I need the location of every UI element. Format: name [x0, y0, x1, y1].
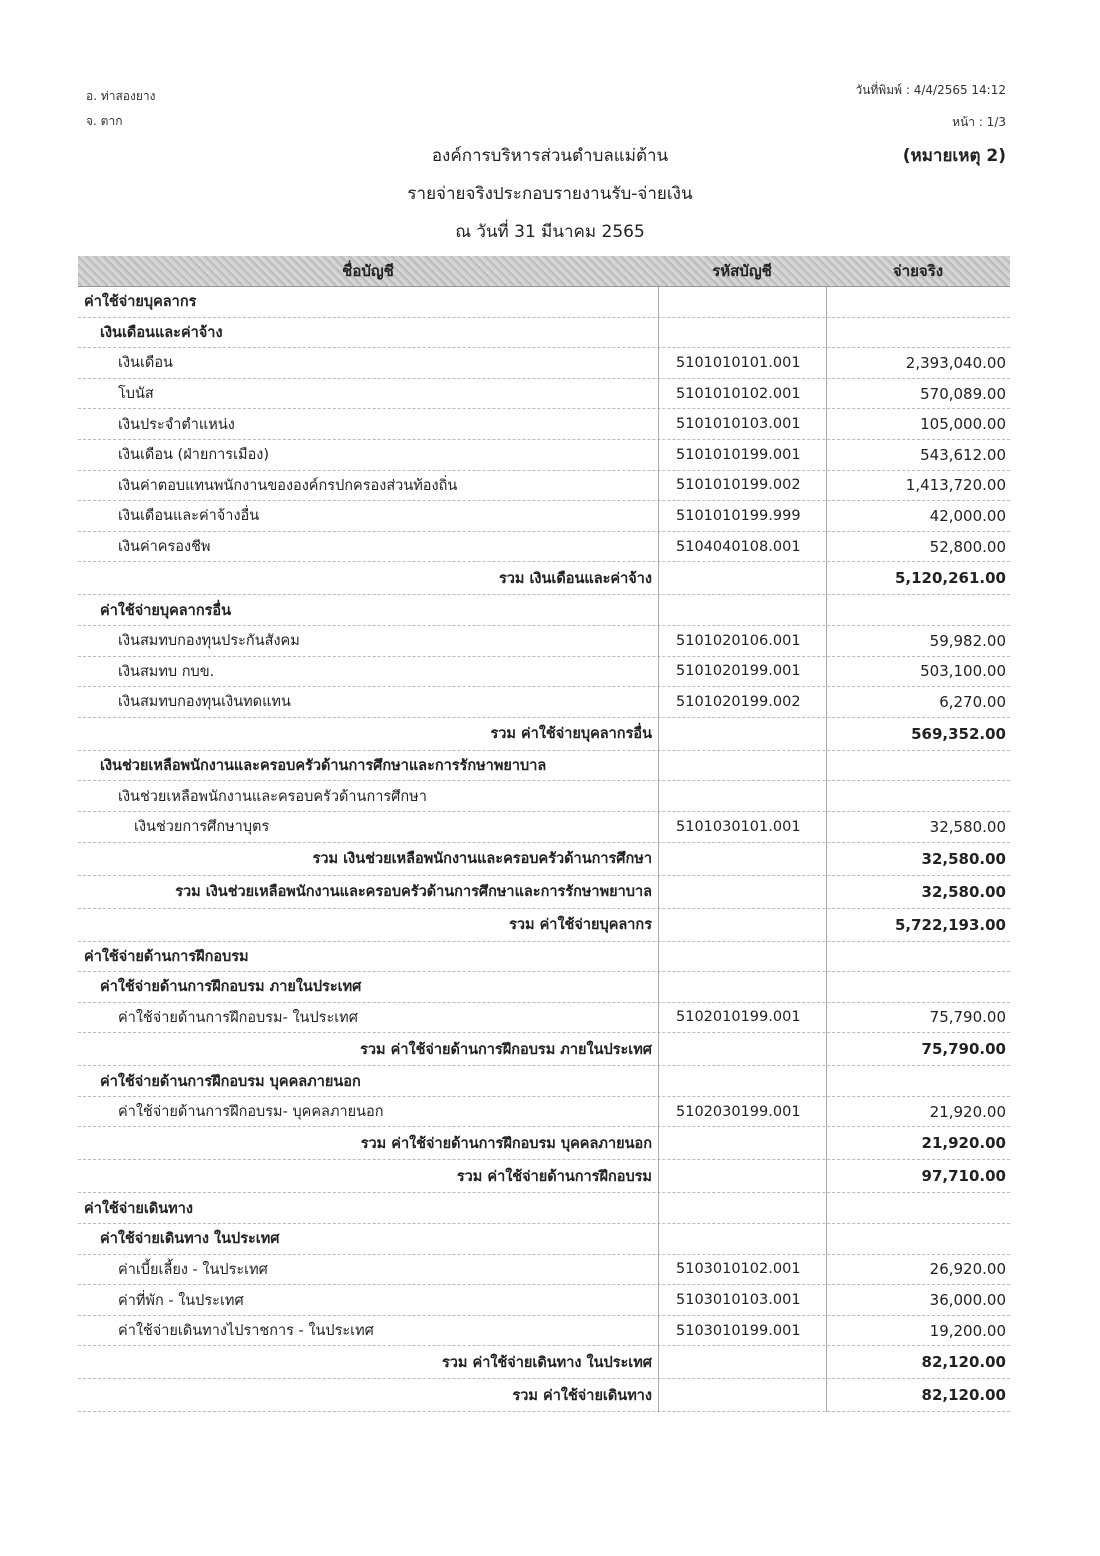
- account-name-cell: เงินค่าครองชีพ: [118, 539, 211, 556]
- account-code-cell: 5101010199.002: [676, 477, 801, 494]
- subtotal-row: [78, 718, 1010, 751]
- subtotal-row: [78, 843, 1010, 876]
- account-name-cell: ค่าใช้จ่ายด้านการฝึกอบรม- ในประเทศ: [118, 1009, 358, 1026]
- amount-cell: 569,352.00: [911, 724, 1006, 743]
- amount-cell: 36,000.00: [929, 1291, 1006, 1310]
- account-name-cell: เงินช่วยการศึกษาบุตร: [134, 819, 270, 836]
- account-code-cell: 5103010103.001: [676, 1292, 801, 1309]
- table-row: [78, 409, 1010, 440]
- account-name-cell: ค่าใช้จ่ายเดินทางไปราชการ - ในประเทศ: [118, 1323, 374, 1340]
- account-name-cell: เงินประจำตำแหน่ง: [118, 416, 235, 433]
- table-row: [78, 1316, 1010, 1347]
- table-row: [78, 1285, 1010, 1316]
- note-label: (หมายเหตุ 2): [902, 146, 1006, 166]
- account-code-cell: 5101010101.001: [676, 354, 801, 371]
- amount-cell: 503,100.00: [920, 662, 1006, 681]
- amount-cell: 570,089.00: [920, 384, 1006, 403]
- amount-cell: 21,920.00: [921, 1134, 1006, 1153]
- account-name-cell: ค่าใช้จ่ายบุคลากร: [84, 294, 197, 311]
- account-code-cell: 5101010199.999: [676, 507, 801, 524]
- amount-cell: 19,200.00: [929, 1321, 1006, 1340]
- table-row: [78, 471, 1010, 502]
- account-name-cell: เงินเดือนและค่าจ้างอื่น: [118, 508, 260, 525]
- province-label: จ. ตาก: [86, 114, 123, 128]
- account-name-cell: รวม เงินช่วยเหลือพนักงานและครอบครัวด้านการศึกษาและการรักษาพยาบาล: [175, 884, 652, 900]
- amount-cell: 6,270.00: [939, 692, 1006, 711]
- col-actual: จ่ายจริง: [892, 262, 944, 280]
- account-name-cell: รวม ค่าใช้จ่ายด้านการฝึกอบรม ภายในประเทศ: [360, 1041, 652, 1058]
- account-name-cell: รวม ค่าใช้จ่ายด้านการฝึกอบรม: [456, 1168, 652, 1185]
- subtotal-row: [78, 1379, 1010, 1412]
- table-row: [78, 532, 1010, 563]
- subtotal-row: [78, 1346, 1010, 1379]
- account-name-cell: เงินเดือน: [118, 355, 173, 372]
- group-row: [78, 318, 1010, 349]
- account-name-cell: เงินสมทบกองทุนเงินทดแทน: [118, 694, 291, 711]
- account-name-cell: เงินเดือน (ฝ่ายการเมือง): [118, 447, 270, 464]
- account-name-cell: รวม เงินช่วยเหลือพนักงานและครอบครัวด้านการศึกษา: [312, 851, 652, 867]
- district-label: อ. ท่าสองยาง: [86, 89, 156, 103]
- account-code-cell: 5101030101.001: [676, 818, 801, 835]
- group-row: [78, 972, 1010, 1003]
- amount-cell: 5,120,261.00: [894, 569, 1006, 588]
- table-row: [78, 687, 1010, 718]
- group-row: [78, 942, 1010, 973]
- table-row: [78, 626, 1010, 657]
- account-code-cell: 5101020199.001: [676, 663, 801, 680]
- group-row: [78, 595, 1010, 626]
- subtotal-row: [78, 876, 1010, 909]
- subtotal-row: [78, 1127, 1010, 1160]
- group-row: [78, 1193, 1010, 1224]
- account-name-cell: โบนัส: [118, 386, 154, 403]
- subtotal-row: [78, 562, 1010, 595]
- amount-cell: 1,413,720.00: [905, 476, 1006, 495]
- subtotal-row: [78, 909, 1010, 942]
- col-account-code: รหัสบัญชี: [712, 262, 772, 280]
- page-number: หน้า : 1/3: [952, 115, 1006, 129]
- account-name-cell: รวม ค่าใช้จ่ายบุคลากรอื่น: [490, 726, 652, 743]
- account-name-cell: รวม เงินเดือนและค่าจ้าง: [498, 570, 652, 587]
- table-row: [78, 1097, 1010, 1128]
- account-name-cell: ค่าใช้จ่ายบุคลากรอื่น: [100, 602, 232, 619]
- table-row: [78, 379, 1010, 410]
- amount-cell: 5,722,193.00: [894, 915, 1006, 934]
- amount-cell: 32,580.00: [921, 882, 1006, 901]
- account-code-cell: 5101010103.001: [676, 416, 801, 433]
- account-name-cell: เงินค่าตอบแทนพนักงานขององค์กรปกครองส่วนท้องถิ่น: [118, 477, 458, 494]
- account-code-cell: 5102030199.001: [676, 1103, 801, 1120]
- account-name-cell: เงินช่วยเหลือพนักงานและครอบครัวด้านการศึกษา: [118, 788, 427, 805]
- table-header: [78, 256, 1010, 287]
- account-name-cell: รวม ค่าใช้จ่ายเดินทาง: [512, 1387, 652, 1404]
- account-name-cell: เงินสมทบ กบข.: [118, 663, 215, 680]
- group-row: [78, 287, 1010, 318]
- account-code-cell: 5101020199.002: [676, 693, 801, 710]
- group-row: [78, 1066, 1010, 1097]
- amount-cell: 75,790.00: [921, 1040, 1006, 1059]
- account-name-cell: ค่าใช้จ่ายด้านการฝึกอบรม ภายในประเทศ: [100, 979, 362, 996]
- amount-cell: 82,120.00: [921, 1386, 1006, 1405]
- account-name-cell: ค่าใช้จ่ายเดินทาง: [84, 1200, 193, 1217]
- account-name-cell: รวม ค่าใช้จ่ายบุคลากร: [509, 917, 652, 933]
- amount-cell: 52,800.00: [929, 537, 1006, 556]
- amount-cell: 59,982.00: [929, 631, 1006, 650]
- account-name-cell: ค่าใช้จ่ายด้านการฝึกอบรม- บุคคลภายนอก: [118, 1104, 384, 1121]
- amount-cell: 543,612.00: [920, 445, 1006, 464]
- org-name: องค์การบริหารส่วนตำบลแม่ต้าน: [431, 146, 669, 166]
- amount-cell: 97,710.00: [921, 1167, 1006, 1186]
- print-date: วันที่พิมพ์ : 4/4/2565 14:12: [855, 83, 1006, 97]
- table-row: [78, 440, 1010, 471]
- account-code-cell: 5101020106.001: [676, 632, 801, 649]
- table-row: [78, 501, 1010, 532]
- account-name-cell: เงินช่วยเหลือพนักงานและครอบครัวด้านการศึกษาและการรักษาพยาบาล: [100, 758, 547, 775]
- account-code-cell: 5102010199.001: [676, 1009, 801, 1026]
- amount-cell: 82,120.00: [921, 1353, 1006, 1372]
- amount-cell: 32,580.00: [929, 817, 1006, 836]
- report-date: ณ วันที่ 31 มีนาคม 2565: [455, 222, 645, 242]
- account-code-cell: 5104040108.001: [676, 538, 801, 555]
- account-name-cell: ค่าที่พัก - ในประเทศ: [118, 1292, 244, 1309]
- account-code-cell: 5101010102.001: [676, 385, 801, 402]
- amount-cell: 32,580.00: [921, 849, 1006, 868]
- amount-cell: 21,920.00: [929, 1102, 1006, 1121]
- report-title: รายจ่ายจริงประกอบรายงานรับ-จ่ายเงิน: [407, 184, 693, 204]
- account-name-cell: รวม ค่าใช้จ่ายด้านการฝึกอบรม บุคคลภายนอก: [360, 1135, 652, 1152]
- amount-cell: 75,790.00: [929, 1008, 1006, 1027]
- account-name-cell: รวม ค่าใช้จ่ายเดินทาง ในประเทศ: [441, 1354, 652, 1371]
- account-name-cell: ค่าเบี้ยเลี้ยง - ในประเทศ: [118, 1261, 268, 1278]
- amount-cell: 105,000.00: [920, 415, 1006, 434]
- account-name-cell: เงินเดือนและค่าจ้าง: [100, 324, 223, 341]
- amount-cell: 42,000.00: [929, 506, 1006, 525]
- table-row: [78, 348, 1010, 379]
- account-code-cell: 5103010102.001: [676, 1261, 801, 1278]
- account-name-cell: เงินสมทบกองทุนประกันสังคม: [118, 633, 300, 650]
- account-code-cell: 5101010199.001: [676, 446, 801, 463]
- account-name-cell: ค่าใช้จ่ายเดินทาง ในประเทศ: [100, 1231, 280, 1248]
- table-row: [78, 1255, 1010, 1286]
- table-body: [78, 287, 1010, 1412]
- account-name-cell: ค่าใช้จ่ายด้านการฝึกอบรม: [84, 948, 249, 965]
- table-row: [78, 1003, 1010, 1034]
- subtotal-row: [78, 1160, 1010, 1193]
- account-name-cell: ค่าใช้จ่ายด้านการฝึกอบรม บุคคลภายนอก: [100, 1073, 361, 1090]
- subtotal-row: [78, 1033, 1010, 1066]
- account-code-cell: 5103010199.001: [676, 1322, 801, 1339]
- group-row: [78, 751, 1010, 782]
- amount-cell: 26,920.00: [929, 1260, 1006, 1279]
- col-account-name: ชื่อบัญชี: [342, 262, 394, 280]
- amount-cell: 2,393,040.00: [905, 353, 1006, 372]
- group-row: [78, 1224, 1010, 1255]
- group-row: [78, 781, 1010, 812]
- table-row: [78, 657, 1010, 688]
- expense-table: [78, 256, 1010, 1412]
- table-row: [78, 812, 1010, 843]
